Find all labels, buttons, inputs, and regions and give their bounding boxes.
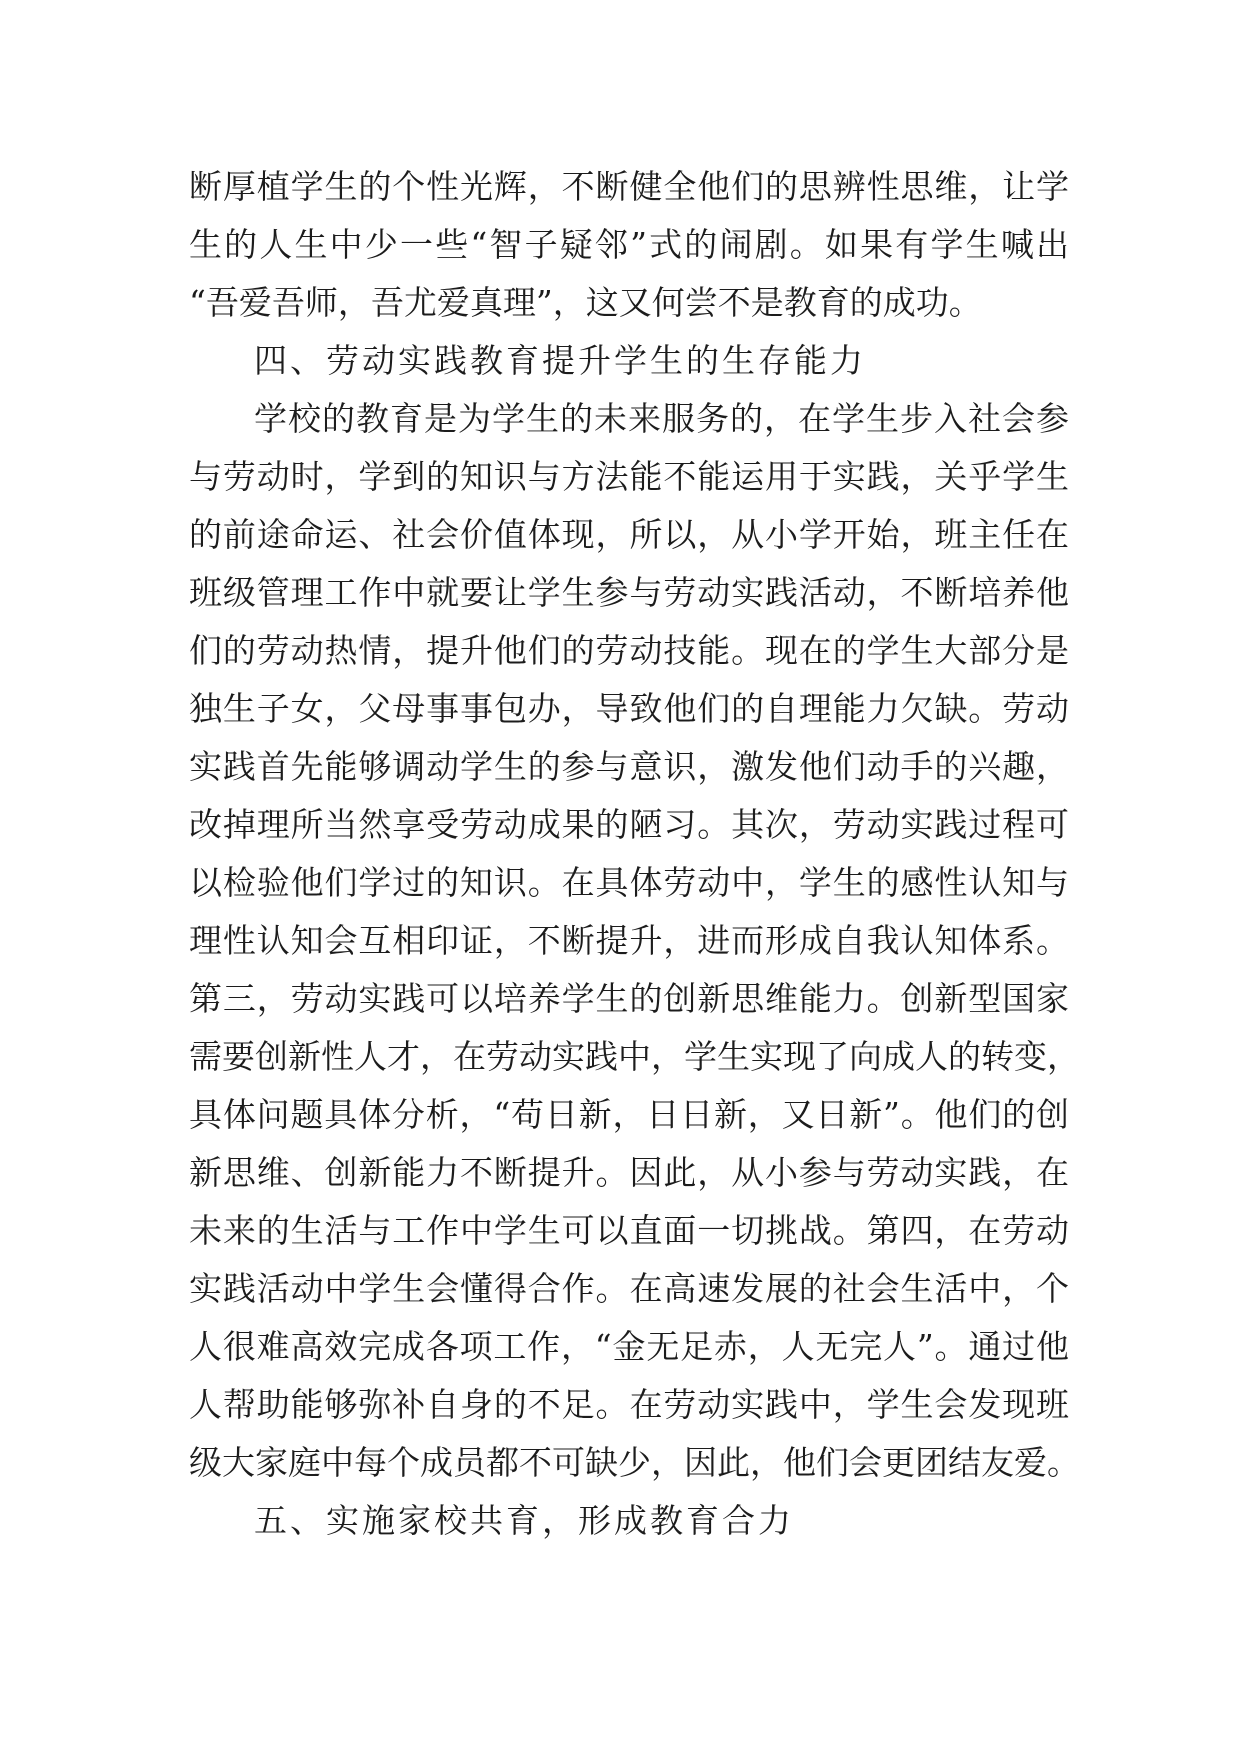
paragraph-line: 班级管理工作中就要让学生参与劳动实践活动，不断培养他 bbox=[189, 573, 1069, 612]
paragraph-line: 生的人生中少一些“智子疑邻”式的闹剧。如果有学生喊出 bbox=[189, 225, 1069, 264]
paragraph-line: 实践首先能够调动学生的参与意识，激发他们动手的兴趣， bbox=[189, 747, 1069, 786]
paragraph-line: 独生子女，父母事事包办，导致他们的自理能力欠缺。劳动 bbox=[189, 689, 1069, 728]
paragraph-line: 理性认知会互相印证，不断提升，进而形成自我认知体系。 bbox=[189, 921, 1069, 960]
paragraph-line: 们的劳动热情，提升他们的劳动技能。现在的学生大部分是 bbox=[189, 631, 1069, 670]
section-heading-4: 四、劳动实践教育提升学生的生存能力 bbox=[254, 341, 866, 380]
paragraph-line: 新思维、创新能力不断提升。因此，从小参与劳动实践，在 bbox=[189, 1153, 1069, 1192]
paragraph-line: 的前途命运、社会价值体现，所以，从小学开始，班主任在 bbox=[189, 515, 1069, 554]
paragraph-line: 学校的教育是为学生的未来服务的，在学生步入社会参 bbox=[254, 399, 1069, 438]
paragraph-line: 与劳动时，学到的知识与方法能不能运用于实践，关乎学生 bbox=[189, 457, 1069, 496]
paragraph-line: 级大家庭中每个成员都不可缺少，因此，他们会更团结友爱。 bbox=[189, 1443, 1080, 1482]
paragraph-line: 实践活动中学生会懂得合作。在高速发展的社会生活中，个 bbox=[189, 1269, 1069, 1308]
paragraph-line: 改掉理所当然享受劳动成果的陋习。其次，劳动实践过程可 bbox=[189, 805, 1069, 844]
paragraph-line: “吾爱吾师，吾尤爱真理”，这又何尝不是教育的成功。 bbox=[189, 283, 982, 322]
paragraph-line: 以检验他们学过的知识。在具体劳动中，学生的感性认知与 bbox=[189, 863, 1069, 902]
paragraph-line: 第三，劳动实践可以培养学生的创新思维能力。创新型国家 bbox=[189, 979, 1069, 1018]
paragraph-line: 具体问题具体分析，“苟日新，日日新，又日新”。他们的创 bbox=[189, 1095, 1069, 1134]
paragraph-line: 人很难高效完成各项工作，“金无足赤，人无完人”。通过他 bbox=[189, 1327, 1069, 1366]
paragraph-line: 断厚植学生的个性光辉，不断健全他们的思辨性思维，让学 bbox=[189, 167, 1069, 206]
section-heading-5: 五、实施家校共育，形成教育合力 bbox=[254, 1501, 794, 1540]
paragraph-line: 需要创新性人才，在劳动实践中，学生实现了向成人的转变， bbox=[189, 1037, 1080, 1076]
paragraph-line: 未来的生活与工作中学生可以直面一切挑战。第四，在劳动 bbox=[189, 1211, 1069, 1250]
paragraph-line: 人帮助能够弥补自身的不足。在劳动实践中，学生会发现班 bbox=[189, 1385, 1069, 1424]
